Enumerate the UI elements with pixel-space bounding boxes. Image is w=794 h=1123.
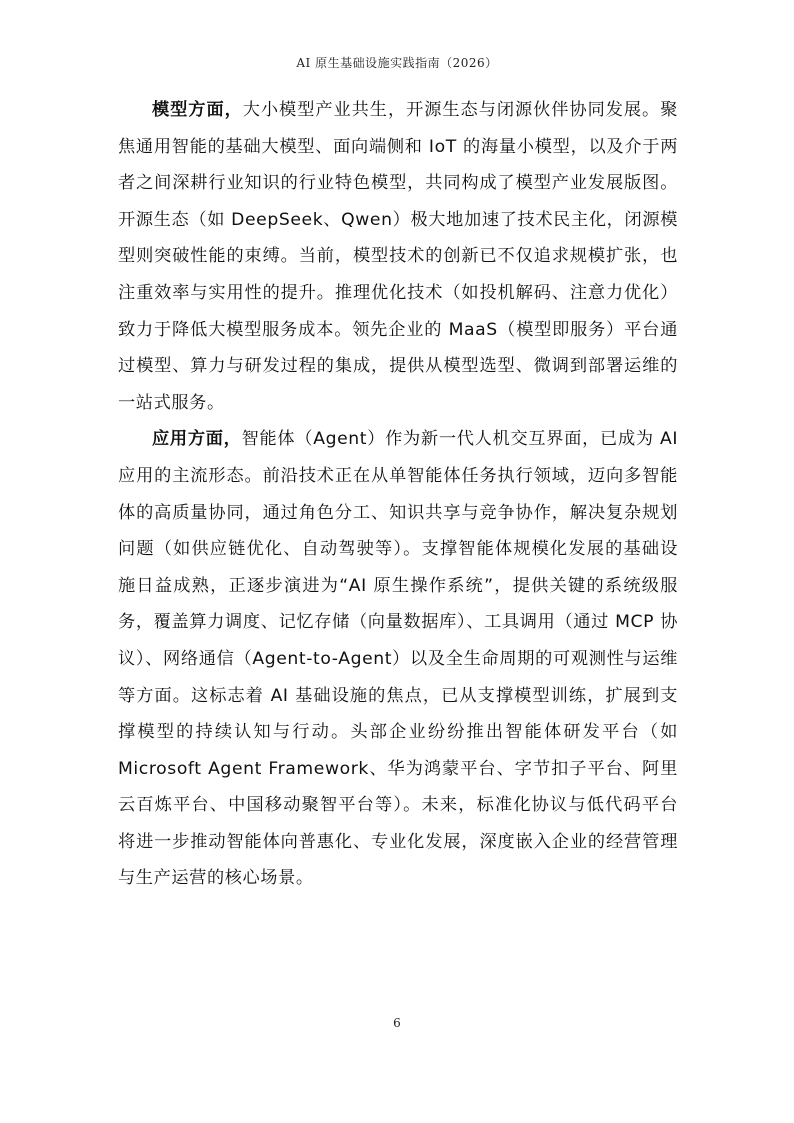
paragraph-models bbox=[118, 92, 678, 421]
paragraph-text-models: 大小模型产业共生，开源生态与闭源伙伴协同发展。聚焦通用智能的基础大模型、面向端侧和 IoT 的海量小模型，以及介于两者之间深耕行业知识的行业特色模型，共同构成了模型产业发展版图。开源生态（如 DeepSeek、Qwen）极大地加速了技术民主化，闭源模型则突破性能的束缚。当前，模型技术的创新已不仅追求规模扩张，也注重效率与实用性的提升。推理优化技术（如投机解码、注意力优化）致力于降低大模型服务成本。领先企业的 MaaS（模型即服务）平台通过模型、算力与研发过程的集成，提供从模型选型、微调到部署运维的一站式服务。 bbox=[118, 100, 678, 413]
paragraph-lead-models: 模型方面， bbox=[152, 100, 243, 120]
paragraph-lead-applications: 应用方面， bbox=[152, 429, 242, 450]
document-body bbox=[118, 92, 678, 897]
paragraph-text-applications: 智能体（Agent）作为新一代人机交互界面，已成为 AI 应用的主流形态。前沿技术正在从单智能体任务执行领域，迈向多智能体的高质量协同，通过角色分工、知识共享与竞争协作，解决复杂规划问题（如供应链优化、自动驾驶等）。支撑智能体规模化发展的基础设施日益成熟，正逐步演进为“AI 原生操作系统”，提供关键的系统级服务，覆盖算力调度、记忆存储（向量数据库）、工具调用（通过 MCP 协议）、网络通信（Agent-to-Agent）以及全生命周期的可观测性与运维等方面。这标志着 AI 基础设施的焦点，已从支撑模型训练，扩展到支撑模型的持续认知与行动。头部企业纷纷推出智能体研发平台（如 Microsoft Agent Framework、华为鸿蒙平台、字节扣子平台、阿里云百炼平台、中国移动聚智平台等）。未来，标准化协议与低代码平台将进一步推动智能体向普惠化、专业化发展，深度嵌入企业的经营管理与生产运营的核心场景。 bbox=[118, 429, 678, 889]
paragraph-applications bbox=[118, 421, 678, 897]
page-header: AI 原生基础设施实践指南（2026） bbox=[296, 56, 498, 70]
page-number: 6 bbox=[393, 1016, 401, 1030]
